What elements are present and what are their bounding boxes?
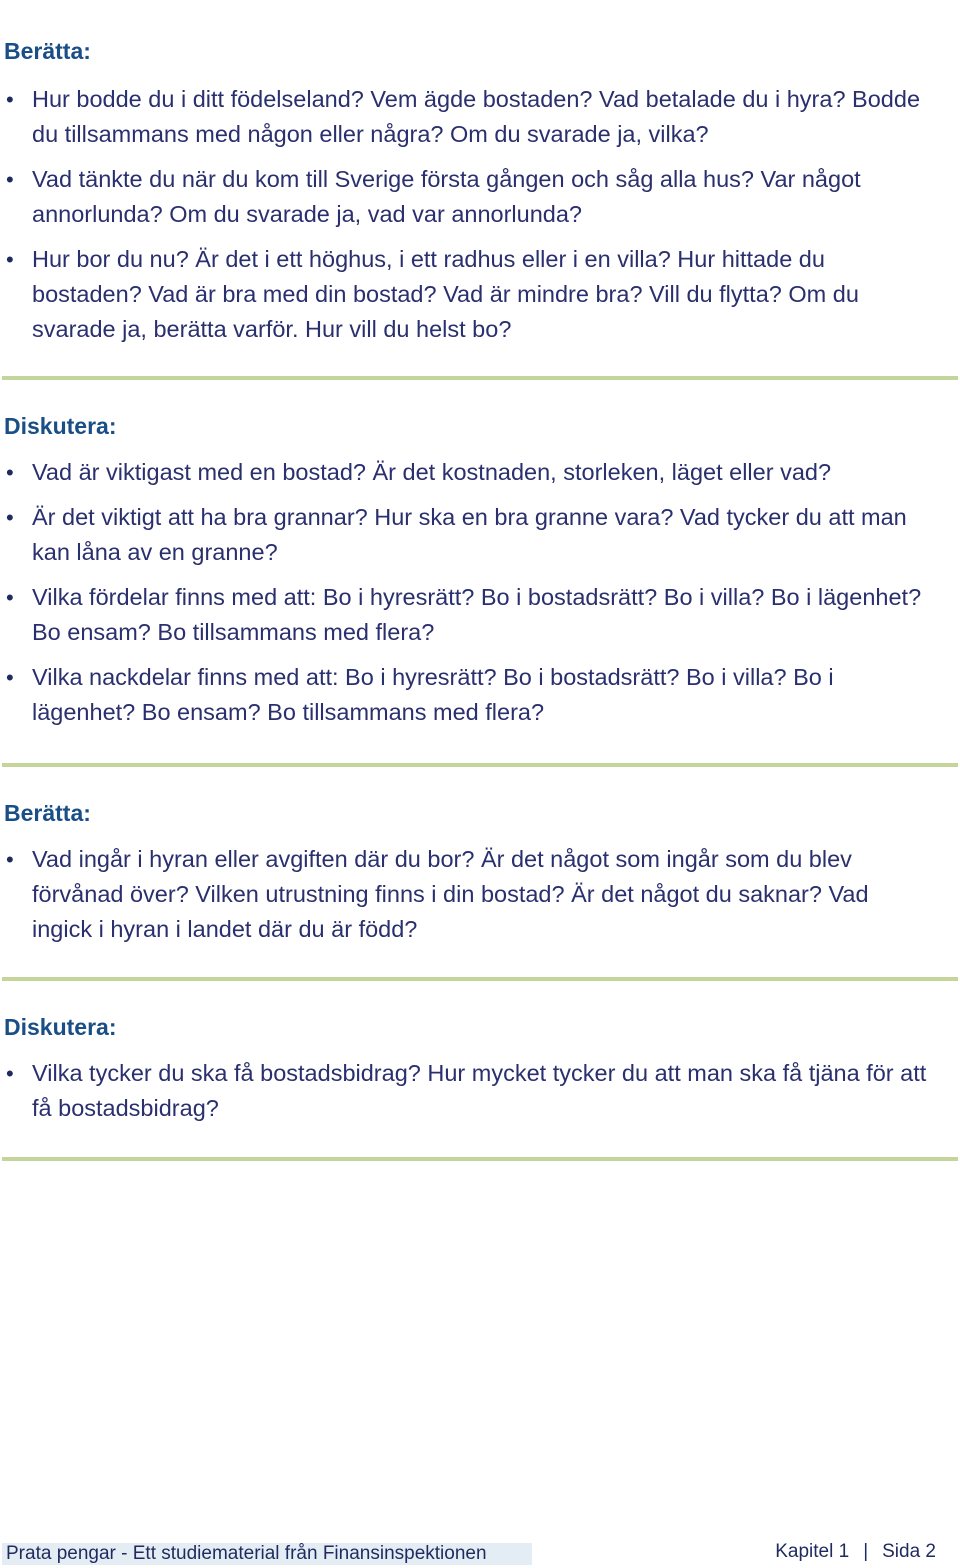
bullet-icon: • bbox=[6, 505, 14, 530]
footer-chapter: Kapitel 1 bbox=[775, 1541, 850, 1562]
bullet-list bbox=[0, 455, 960, 740]
list-item-text: Hur bor du nu? Är det i ett höghus, i ett radhus eller i en villa? Hur hittade du bostaden? Vad är bra med din bostad? Vad är mindre bra? Vill du flytta? Om du svarade ja, berätta varför. Hur vill du helst bo? bbox=[32, 246, 859, 342]
list-item-text: Vilka nackdelar finns med att: Bo i hyresrätt? Bo i bostadsrätt? Bo i villa? Bo i lägenhet? Bo ensam? Bo tillsammans med flera? bbox=[32, 664, 834, 725]
section-heading: Berätta: bbox=[4, 38, 91, 64]
list-item bbox=[0, 455, 932, 490]
footer-page-number: Sida 2 bbox=[882, 1541, 936, 1562]
bullet-icon: • bbox=[6, 247, 14, 272]
list-item bbox=[0, 660, 932, 730]
list-item bbox=[0, 580, 932, 650]
bullet-icon: • bbox=[6, 460, 14, 485]
list-item-text: Vad tänkte du när du kom till Sverige första gången och såg alla hus? Var något annorlunda? Om du svarade ja, vad var annorlunda? bbox=[32, 166, 861, 227]
bullet-icon: • bbox=[6, 87, 14, 112]
page-footer bbox=[0, 1536, 960, 1568]
bullet-icon: • bbox=[6, 167, 14, 192]
section-heading: Diskutera: bbox=[4, 1014, 117, 1040]
list-item bbox=[0, 842, 932, 947]
section-heading: Diskutera: bbox=[4, 413, 117, 439]
footer-page-info bbox=[775, 1539, 936, 1565]
section-divider bbox=[2, 376, 958, 380]
list-item bbox=[0, 1056, 932, 1126]
bullet-icon: • bbox=[6, 1061, 14, 1086]
section-divider bbox=[2, 977, 958, 981]
list-item-text: Vilka tycker du ska få bostadsbidrag? Hur mycket tycker du att man ska få tjäna för att få bostadsbidrag? bbox=[32, 1060, 927, 1121]
list-item bbox=[0, 242, 932, 347]
list-item-text: Vad är viktigast med en bostad? Är det kostnaden, storleken, läget eller vad? bbox=[32, 459, 832, 485]
bullet-list bbox=[0, 82, 960, 357]
list-item-text: Vilka fördelar finns med att: Bo i hyresrätt? Bo i bostadsrätt? Bo i villa? Bo i lägenhet? Bo ensam? Bo tillsammans med flera? bbox=[32, 584, 922, 645]
list-item-text: Hur bodde du i ditt födelseland? Vem ägde bostaden? Vad betalade du i hyra? Bodde du tillsammans med någon eller några? Om du svarade ja, vilka? bbox=[32, 86, 921, 147]
bullet-icon: • bbox=[6, 585, 14, 610]
list-item-text: Vad ingår i hyran eller avgiften där du bor? Är det något som ingår som du blev förvånad över? Vilken utrustning finns i din bostad? Är det något du saknar? Vad ingick i hyran i landet där du är född? bbox=[32, 846, 869, 942]
bullet-icon: • bbox=[6, 665, 14, 690]
bullet-list bbox=[0, 842, 960, 957]
section-divider bbox=[2, 763, 958, 767]
bullet-icon: • bbox=[6, 847, 14, 872]
section-divider bbox=[2, 1157, 958, 1161]
list-item bbox=[0, 500, 932, 570]
footer-publication-title: Prata pengar - Ett studiematerial från Finansinspektionen bbox=[2, 1543, 532, 1565]
section-heading: Berätta: bbox=[4, 800, 91, 826]
list-item bbox=[0, 162, 932, 232]
footer-separator: | bbox=[863, 1541, 869, 1562]
list-item-text: Är det viktigt att ha bra grannar? Hur ska en bra granne vara? Vad tycker du att man kan låna av en granne? bbox=[32, 504, 907, 565]
bullet-list bbox=[0, 1056, 960, 1136]
list-item bbox=[0, 82, 932, 152]
